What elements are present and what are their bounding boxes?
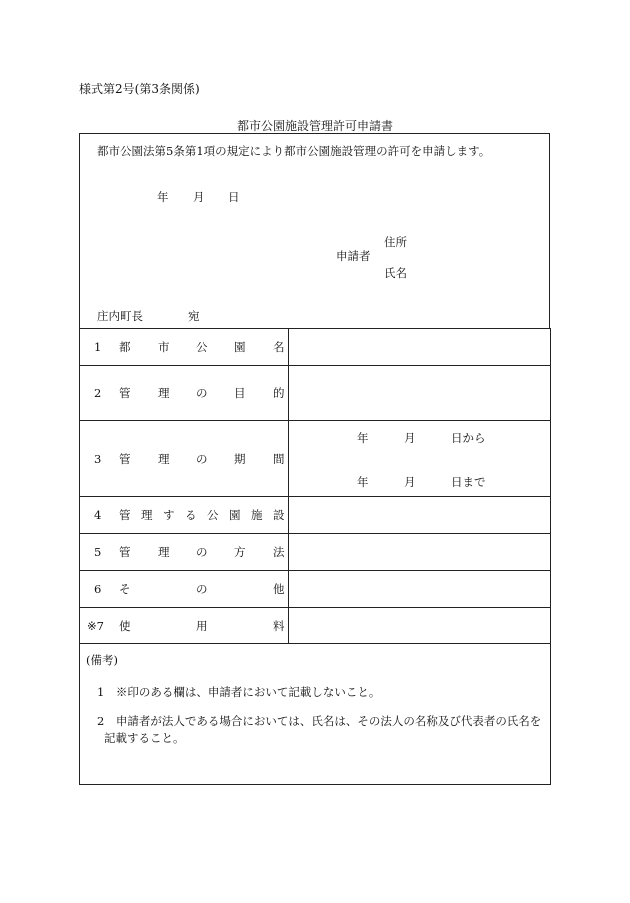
item-label-char: の bbox=[196, 451, 208, 466]
item-label-char: 的 bbox=[273, 386, 285, 400]
item-label-char: の bbox=[196, 386, 208, 400]
item-label-char: 料 bbox=[273, 618, 285, 633]
table-row bbox=[80, 571, 551, 608]
table-row bbox=[80, 497, 551, 534]
table-row bbox=[80, 534, 551, 571]
item-label-cell bbox=[80, 421, 289, 497]
management-period-field[interactable] bbox=[289, 421, 551, 497]
item-label-char: 管 bbox=[119, 451, 131, 466]
item-label-char: 他 bbox=[273, 582, 285, 596]
item-label-char: 法 bbox=[273, 545, 285, 559]
note-2-line-1: 2 申請者が法人である場合においては、氏名は、その法人の名称及び代表者の氏名を bbox=[97, 714, 542, 728]
item-label-char: の bbox=[196, 582, 208, 596]
item-label-cell bbox=[80, 534, 289, 571]
item-number: 5 bbox=[94, 545, 102, 559]
notes-section bbox=[79, 635, 551, 785]
item-label-char: の bbox=[196, 545, 208, 559]
item-label-char: 間 bbox=[273, 451, 285, 466]
form-number-label: 様式第2号(第3条関係) bbox=[79, 82, 200, 96]
period-from-year: 年 bbox=[357, 431, 369, 445]
item-label-char: 園 bbox=[234, 340, 246, 354]
item-label-char: 都 bbox=[119, 340, 131, 354]
item-label-char: 管 bbox=[119, 508, 131, 522]
date-year-label: 年 bbox=[157, 190, 169, 204]
date-month-label: 月 bbox=[193, 190, 205, 204]
park-name-field[interactable] bbox=[289, 329, 551, 366]
item-number: 3 bbox=[94, 451, 102, 466]
item-number: 6 bbox=[94, 582, 102, 596]
table-row bbox=[80, 329, 551, 366]
item-label-char: 方 bbox=[234, 545, 246, 559]
item-label-char: 理 bbox=[158, 451, 170, 466]
period-to-month: 月 bbox=[404, 475, 416, 489]
application-statement: 都市公園法第5条第1項の規定により都市公園施設管理の許可を申請します。 bbox=[97, 144, 491, 158]
item-number: 2 bbox=[94, 386, 102, 400]
addressee-suffix: 宛 bbox=[188, 309, 200, 323]
item-label-char: 使 bbox=[119, 618, 131, 633]
item-label-cell bbox=[80, 329, 289, 366]
applicant-label: 申請者 bbox=[336, 249, 371, 263]
item-label-char: 理 bbox=[158, 545, 170, 559]
item-label-char: 市 bbox=[158, 340, 170, 354]
item-label-cell bbox=[80, 366, 289, 421]
item-label-char: 園 bbox=[229, 508, 241, 522]
address-label: 住所 bbox=[384, 235, 407, 249]
item-label-char: 理 bbox=[141, 508, 153, 522]
item-label-char: 理 bbox=[158, 386, 170, 400]
item-label-char: 名 bbox=[273, 340, 285, 354]
item-label-char: す bbox=[163, 508, 175, 522]
table-row bbox=[80, 421, 551, 497]
item-label-char: 期 bbox=[234, 451, 246, 466]
item-number: ※7 bbox=[87, 618, 104, 633]
item-label-cell bbox=[80, 497, 289, 534]
document-title: 都市公園施設管理許可申請書 bbox=[236, 119, 393, 133]
applicant-section bbox=[79, 133, 550, 328]
management-purpose-field[interactable] bbox=[289, 366, 551, 421]
note-1: 1 ※印のある欄は、申請者において記載しないこと。 bbox=[97, 685, 381, 699]
item-label-char: 公 bbox=[207, 508, 219, 522]
item-label-char: 目 bbox=[234, 386, 246, 400]
managed-facility-field[interactable] bbox=[289, 497, 551, 534]
management-method-field[interactable] bbox=[289, 534, 551, 571]
item-label-char: 用 bbox=[196, 618, 208, 633]
date-day-label: 日 bbox=[228, 190, 240, 204]
period-to-day: 日まで bbox=[451, 475, 486, 489]
addressee-label: 庄内町長 bbox=[97, 309, 143, 323]
item-label-char: 公 bbox=[196, 340, 208, 354]
other-field[interactable] bbox=[289, 571, 551, 608]
period-to-year: 年 bbox=[357, 475, 369, 489]
item-label-char: そ bbox=[119, 582, 131, 596]
item-number: 1 bbox=[94, 340, 102, 354]
period-from-month: 月 bbox=[404, 431, 416, 445]
item-label-char: 施 bbox=[251, 508, 263, 522]
item-label-char: 管 bbox=[119, 545, 131, 559]
items-table bbox=[79, 328, 551, 644]
item-number: 4 bbox=[94, 508, 102, 522]
item-label-cell bbox=[80, 571, 289, 608]
item-label-char: る bbox=[185, 508, 197, 522]
item-label-char: 管 bbox=[119, 386, 131, 400]
notes-title: (備考) bbox=[86, 653, 118, 667]
note-2-line-2: 記載すること。 bbox=[104, 731, 185, 745]
table-row bbox=[80, 366, 551, 421]
period-from-day: 日から bbox=[451, 431, 486, 445]
item-label-char: 設 bbox=[273, 508, 285, 522]
name-label: 氏名 bbox=[384, 266, 407, 280]
